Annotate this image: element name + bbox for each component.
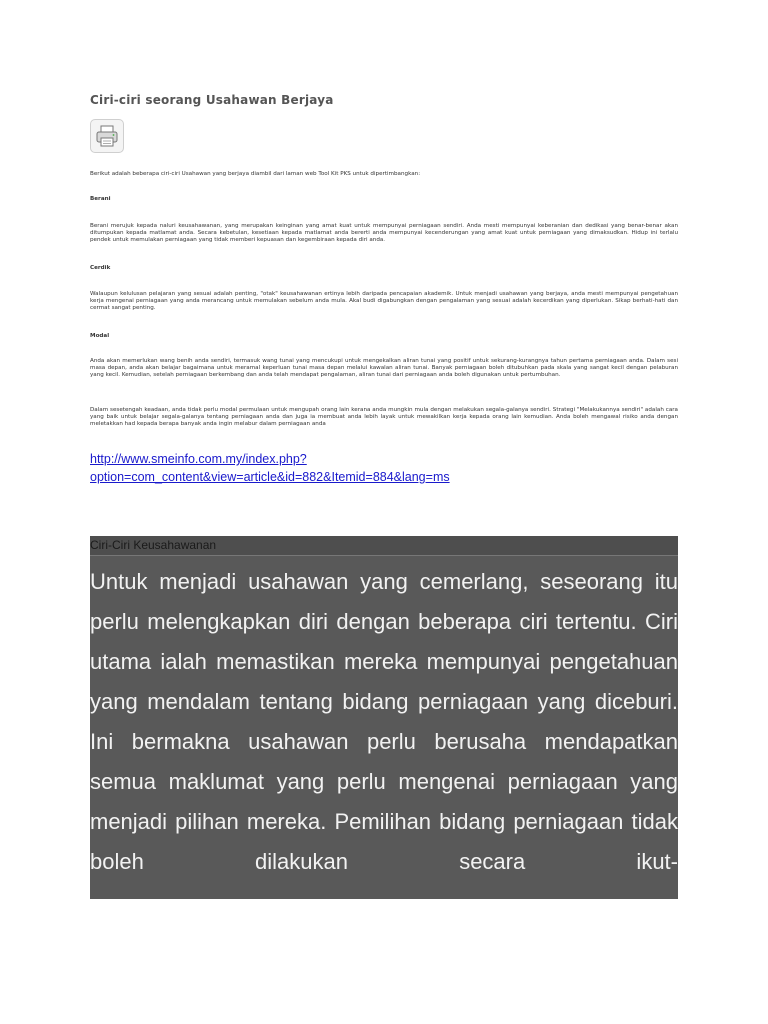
source-link[interactable] <box>90 450 690 486</box>
section-paragraph: Walaupun kelulusan pelajaran yang sesuai adalah penting, "otak" keusahawanan ertinya lebih daripada pencapaian akademik. Untuk menjadi usahawan yang berjaya, anda mesti mempunyai pengetahuan kerja mengenai perniagaan yang anda merancang untuk memulakan sebelum anda mula. Akal budi digabungkan dengan pengalaman yang sesuai adalah kecerdikan yang diperlukan. Sikap berhati-hati dan cermat sangat penting. <box>90 291 678 312</box>
section-heading-modal: Modal <box>90 333 110 339</box>
intro-text: Berikut adalah beberapa ciri-ciri Usahawan yang berjaya diambil dari laman web Tool Kit PKS untuk dipertimbangkan: <box>90 171 421 177</box>
section-paragraph: Berani merujuk kepada naluri keusahawanan, yang merupakan keinginan yang amat kuat untuk mempunyai perniagaan sendiri. Anda mesti mempunyai keberanian dan dedikasi yang benar-benar akan ditumpukan kepada matlamat anda. Secara kebetulan, kesetiaan kepada matlamat anda bererti anda mempunyai kecenderungan yang amat kuat untuk perniagaan yang dimaksudkan. Hidup ini terlalu pendek untuk memulakan perniagaan yang tidak memberi kepuasan dan kegembiraan kepada diri anda. <box>90 223 678 244</box>
source-link-line-1[interactable]: http://www.smeinfo.com.my/index.php? <box>90 452 307 466</box>
printer-icon <box>95 124 119 148</box>
section-paragraph: Dalam sesetengah keadaan, anda tidak perlu modal permulaan untuk mengupah orang lain kerana anda mungkin mula dengan melakukan segala-galanya sendiri. Strategi "Melakukannya sendiri" adalah cara yang baik untuk belajar segala-galanya tentang perniagaan anda dan juga ia membuat anda lebih layak untuk mewakilkan kerja kepada orang lain kemudian. Anda boleh mengawal risiko anda dengan meletakkan had kepada berapa banyak anda ingin melabur dalam perniagaan anda <box>90 407 678 428</box>
section-paragraph: Anda akan memerlukan wang benih anda sendiri, termasuk wang tunai yang mencukupi untuk mengekalkan aliran tunai yang positif untuk sekurang-kurangnya tahun pertama perniagaan anda. Dalam sesi masa depan, anda akan belajar bagaimana untuk meramal keperluan tunai masa depan melalui kawalan aliran tunai. Banyak perniagaan boleh ditubuhkan pada skala yang sangat kecil dengan pelaburan yang kecil. Kemudian, setelah perniagaan berkembang dan anda telah mendapat pengalaman, aliran tunai dari perniagaan anda boleh digunakan untuk pertumbuhan. <box>90 358 678 379</box>
highlight-box-body: Untuk menjadi usahawan yang cemerlang, seseorang itu perlu melengkapkan diri dengan beberapa ciri tertentu. Ciri utama ialah memastikan mereka mempunyai pengetahuan yang mendalam tentang bidang perniagaan yang diceburi. Ini bermakna usahawan perlu berusaha mendapatkan semua maklumat yang perlu mengenai perniagaan yang menjadi pilihan mereka. Pemilihan bidang perniagaan tidak boleh dilakukan secara ikut- <box>90 569 678 874</box>
print-button[interactable] <box>90 119 124 153</box>
highlight-box <box>90 536 678 899</box>
source-link-line-2[interactable]: option=com_content&view=article&id=882&Itemid=884&lang=ms <box>90 470 450 484</box>
section-heading-cerdik: Cerdik <box>90 265 111 271</box>
section-heading-berani: Berani <box>90 196 111 202</box>
page-title: Ciri-ciri seorang Usahawan Berjaya <box>90 93 334 107</box>
highlight-box-header: Ciri-Ciri Keusahawanan <box>90 536 678 556</box>
